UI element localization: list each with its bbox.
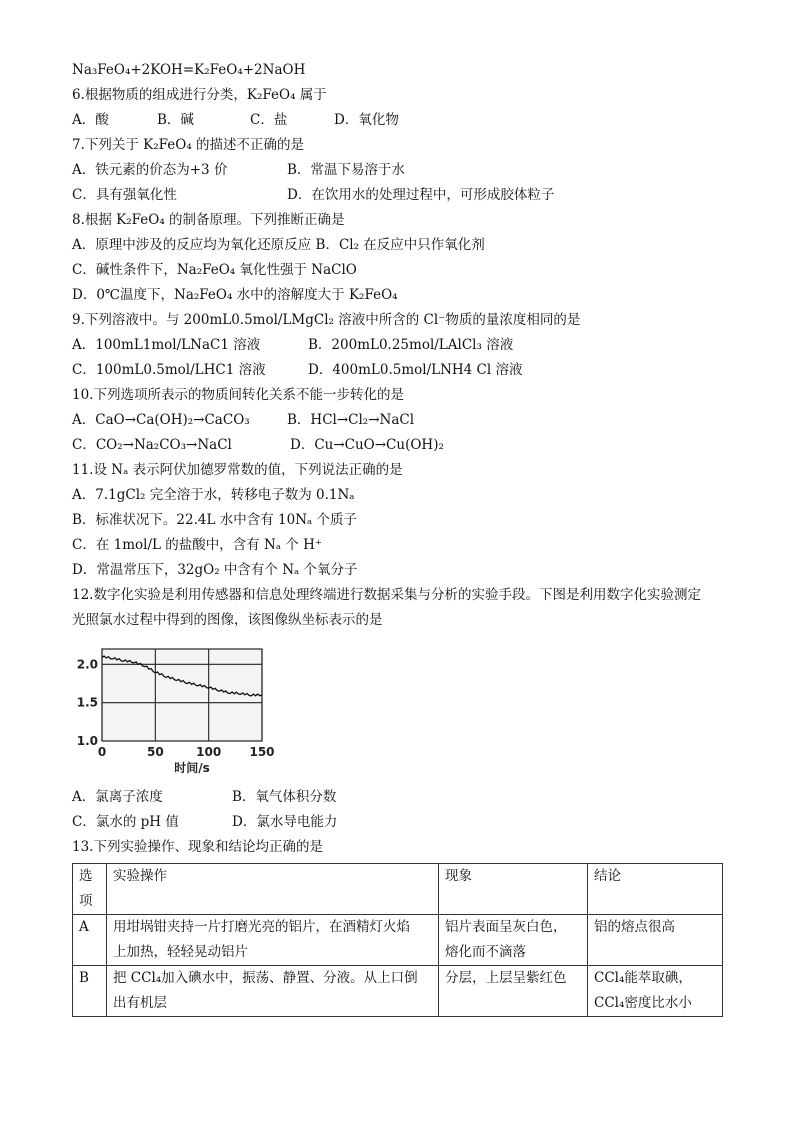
option-d: D．氯水导电能力 bbox=[232, 814, 338, 830]
question-6: 6.根据物质的组成进行分类，K₂FeO₄ 属于 bbox=[72, 87, 327, 103]
equation-line: Na₃FeO₄+2KOH=K₂FeO₄+2NaOH bbox=[72, 62, 306, 78]
experiment-table bbox=[72, 863, 723, 1017]
x-tick-label: 150 bbox=[249, 745, 275, 759]
question-12: 12.数字化实验是利用传感器和信息处理终端进行数据采集与分析的实验手段。下图是利用数字化实验测定 bbox=[72, 587, 701, 603]
row-option: B bbox=[73, 966, 107, 1017]
option-d: D．400mL0.5mol/LNH4 Cl 溶液 bbox=[308, 362, 523, 378]
option-b: B．HCl→Cl₂→NaCl bbox=[287, 412, 415, 428]
row-option: A bbox=[73, 915, 107, 966]
question-8-option-c: C．碱性条件下，Na₂FeO₄ 氧化性强于 NaClO bbox=[72, 262, 357, 278]
question-9-options-cd bbox=[72, 358, 732, 383]
row-conclusion: 铝的熔点很高 bbox=[588, 915, 723, 966]
question-10-options-cd bbox=[72, 433, 732, 458]
line-chart-svg bbox=[72, 639, 292, 781]
option-c: C．100mL0.5mol/LHC1 溶液 bbox=[72, 362, 266, 378]
option-d: D．在饮用水的处理过程中，可形成胶体粒子 bbox=[287, 187, 555, 203]
question-6-options bbox=[72, 108, 732, 133]
row-phenomenon: 铝片表面呈灰白色， 熔化而不滴落 bbox=[439, 915, 588, 966]
option-a: A．氯离子浓度 bbox=[72, 789, 163, 805]
row-phenomenon: 分层，上层呈紫红色 bbox=[439, 966, 588, 1017]
table-header-row bbox=[73, 864, 723, 915]
option-b: B．氧气体积分数 bbox=[232, 789, 337, 805]
option-b: B．200mL0.25mol/LAlCl₃ 溶液 bbox=[308, 337, 514, 353]
question-8-options-ab: A．原理中涉及的反应均为氧化还原反应 B．Cl₂ 在反应中只作氧化剂 bbox=[72, 237, 485, 253]
y-tick-label: 1.0 bbox=[76, 734, 98, 748]
option-c: C．CO₂→Na₂CO₃→NaCl bbox=[72, 437, 232, 453]
question-8-option-d: D．0℃温度下，Na₂FeO₄ 水中的溶解度大于 K₂FeO₄ bbox=[72, 287, 398, 303]
header-conclusion: 结论 bbox=[588, 864, 723, 915]
option-d: D．Cu→CuO→Cu(OH)₂ bbox=[290, 437, 444, 453]
question-7: 7.下列关于 K₂FeO₄ 的描述不正确的是 bbox=[72, 137, 305, 153]
row-conclusion: CCl₄能萃取碘， CCl₄密度比水小 bbox=[588, 966, 723, 1017]
header-phenomenon: 现象 bbox=[439, 864, 588, 915]
row-operation: 用坩埚钳夹持一片打磨光亮的铝片，在酒精灯火焰 上加热，轻轻晃动铝片 bbox=[107, 915, 439, 966]
chlorine-water-chart bbox=[72, 639, 732, 781]
question-12-options-ab bbox=[72, 785, 732, 810]
x-tick-label: 50 bbox=[146, 745, 164, 759]
question-9: 9.下列溶液中。与 200mL0.5mol/LMgCl₂ 溶液中所含的 Cl⁻物质的量浓度相同的是 bbox=[72, 312, 581, 328]
question-12-options-cd bbox=[72, 810, 732, 835]
x-tick-label: 100 bbox=[196, 745, 222, 759]
question-7-options-cd bbox=[72, 183, 732, 208]
question-12-continued: 光照氯水过程中得到的图像，该图像纵坐标表示的是 bbox=[72, 612, 383, 628]
x-axis-label: 时间/s bbox=[174, 761, 210, 775]
question-8: 8.根据 K₂FeO₄ 的制备原理。下列推断正确是 bbox=[72, 212, 345, 228]
option-c: C．具有强氧化性 bbox=[72, 187, 177, 203]
table-row bbox=[73, 915, 723, 966]
y-tick-label: 1.5 bbox=[76, 695, 98, 710]
option-a: A．100mL1mol/LNaC1 溶液 bbox=[72, 337, 261, 353]
question-13: 13.下列实验操作、现象和结论均正确的是 bbox=[72, 839, 323, 855]
question-11: 11.设 Nₐ 表示阿伏加德罗常数的值，下列说法正确的是 bbox=[72, 462, 403, 478]
option-a: A．酸 bbox=[72, 112, 109, 128]
question-7-options-ab bbox=[72, 158, 732, 183]
question-11-option-a: A．7.1gCl₂ 完全溶于水，转移电子数为 0.1Nₐ bbox=[72, 487, 355, 503]
question-11-option-c: C．在 1mol/L 的盐酸中，含有 Nₐ 个 H⁺ bbox=[72, 537, 323, 553]
x-tick-label: 0 bbox=[97, 745, 107, 759]
question-10: 10.下列选项所表示的物质间转化关系不能一步转化的是 bbox=[72, 387, 404, 403]
header-option: 选项 bbox=[73, 864, 107, 915]
y-tick-label: 2.0 bbox=[76, 657, 98, 672]
option-a: A．CaO→Ca(OH)₂→CaCO₃ bbox=[72, 412, 250, 428]
option-a: A．铁元素的价态为+3 价 bbox=[72, 162, 228, 178]
plot-area bbox=[102, 649, 262, 741]
option-b: B．常温下易溶于水 bbox=[287, 162, 405, 178]
table-row bbox=[73, 966, 723, 1017]
question-10-options-ab bbox=[72, 408, 732, 433]
option-c: C．氯水的 pH 值 bbox=[72, 814, 179, 830]
option-d: D．氧化物 bbox=[334, 112, 399, 128]
question-11-option-d: D．常温常压下，32gO₂ 中含有个 Nₐ 个氧分子 bbox=[72, 562, 358, 578]
header-operation: 实验操作 bbox=[107, 864, 439, 915]
row-operation: 把 CCl₄加入碘水中，振荡、静置、分液。从上口倒 出有机层 bbox=[107, 966, 439, 1017]
question-11-option-b: B．标准状况下。22.4L 水中含有 10Nₐ 个质子 bbox=[72, 512, 358, 528]
option-c: C．盐 bbox=[250, 112, 288, 128]
question-9-options-ab bbox=[72, 333, 732, 358]
option-b: B．碱 bbox=[157, 112, 194, 128]
exam-page bbox=[72, 58, 732, 1017]
